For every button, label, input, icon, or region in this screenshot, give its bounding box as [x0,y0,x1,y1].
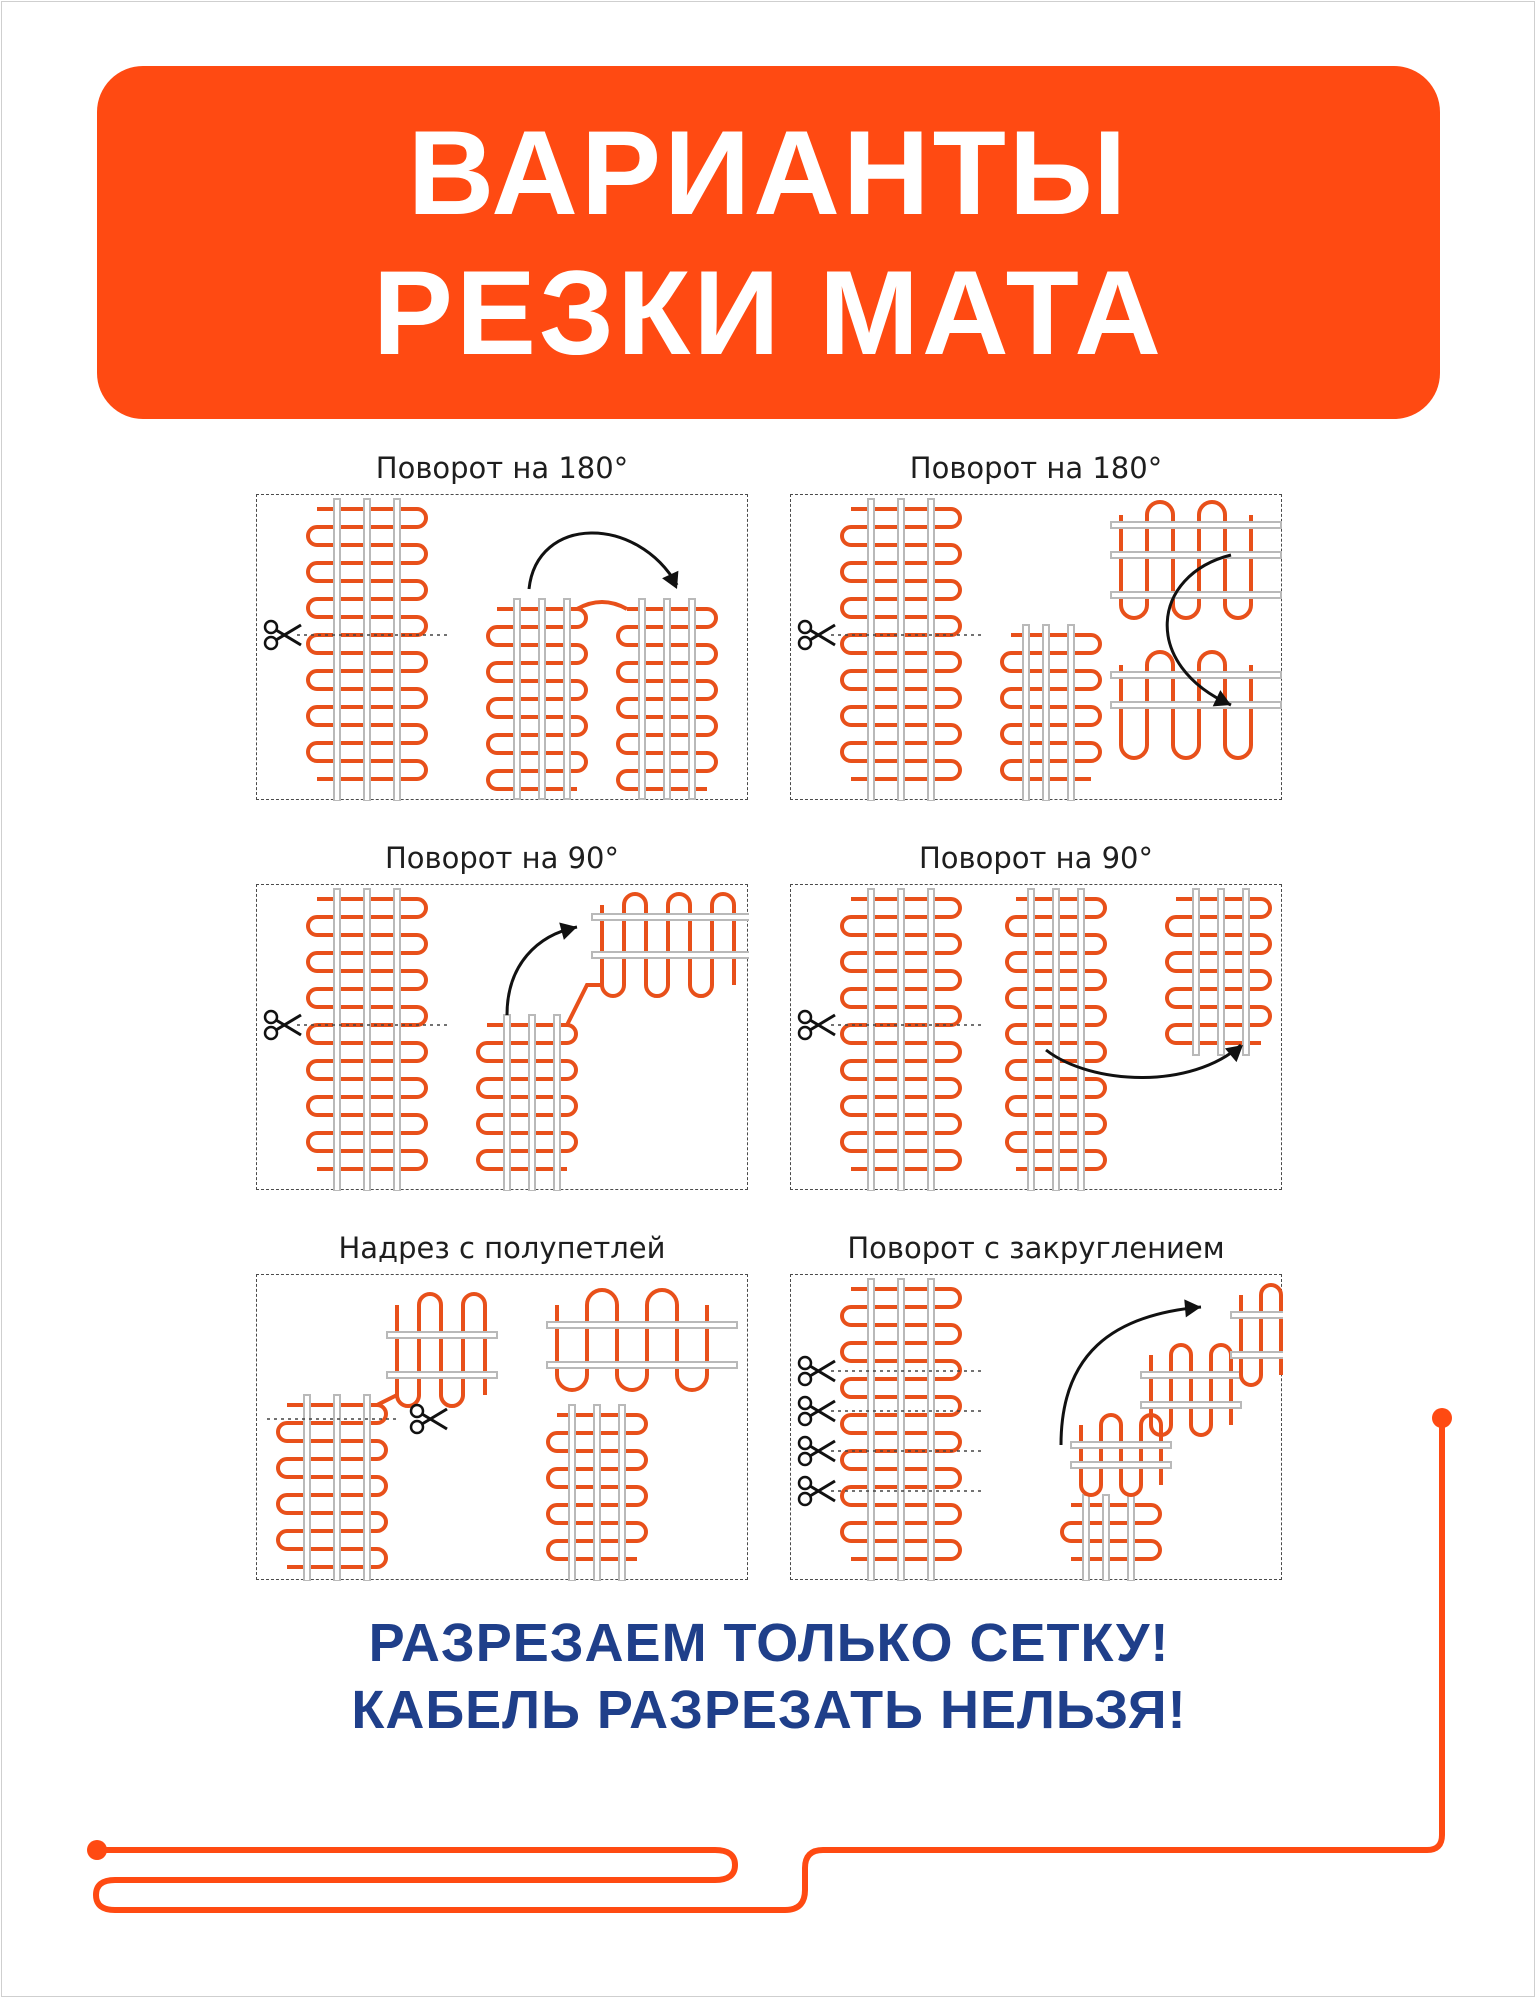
panel-6-caption: Поворот с закруглением [847,1231,1225,1265]
title-line-2: РЕЗКИ МАТА [372,245,1165,380]
panel-5-caption: Надрез с полупетлей [338,1231,666,1265]
panel-3-caption: Поворот на 90° [385,841,619,875]
warning-line-2: КАБЕЛЬ РАЗРЕЗАТЬ НЕЛЬЗЯ! [351,1680,1187,1740]
panel-1-caption: Поворот на 180° [375,451,629,485]
panel-4-caption: Поворот на 90° [919,841,1153,875]
warning-line-1: РАЗРЕЗАЕМ ТОЛЬКО СЕТКУ! [368,1613,1170,1673]
panel-2-caption: Поворот на 180° [909,451,1163,485]
title-line-1: ВАРИАНТЫ [407,105,1130,240]
